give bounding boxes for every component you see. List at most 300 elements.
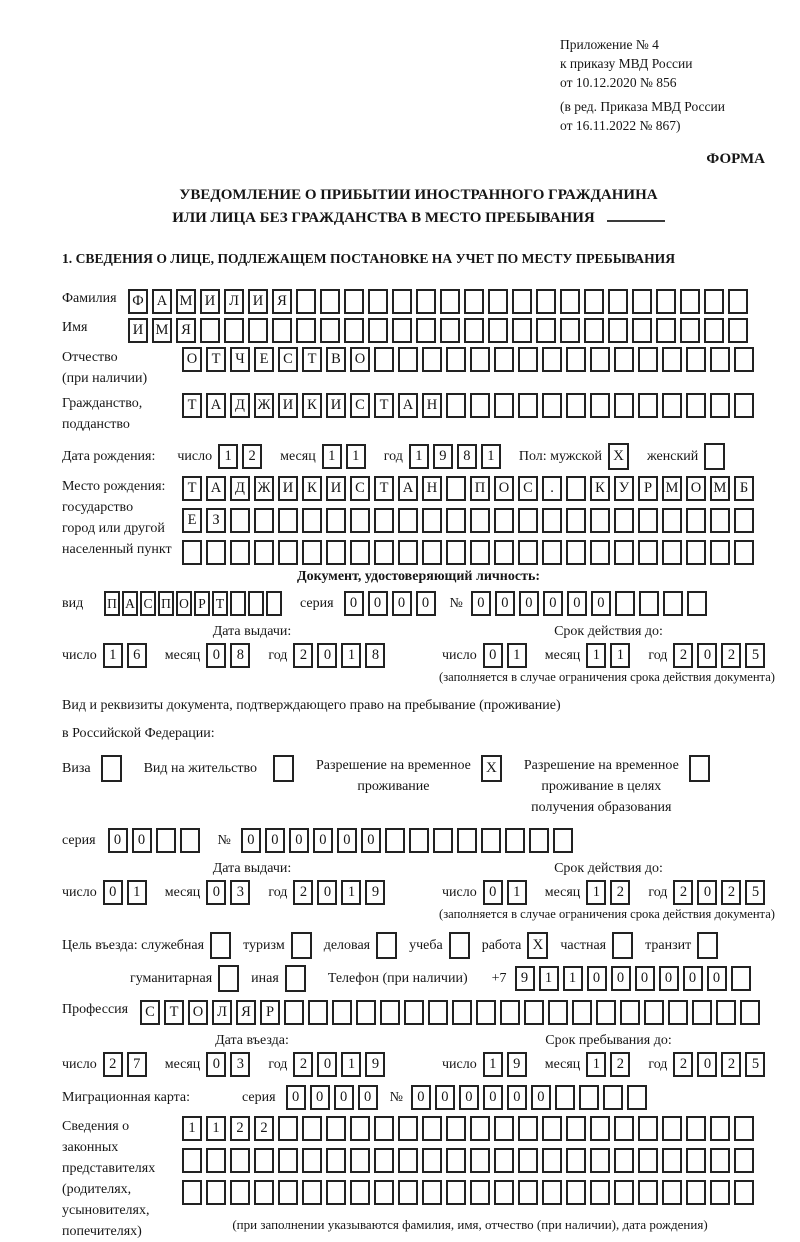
char-box[interactable] xyxy=(710,540,730,565)
residence-permit-checkbox[interactable] xyxy=(273,755,294,782)
char-box[interactable]: 2 xyxy=(721,1052,741,1077)
char-box[interactable] xyxy=(278,540,298,565)
char-box[interactable] xyxy=(632,289,652,314)
char-box[interactable] xyxy=(464,318,484,343)
char-box[interactable]: 7 xyxy=(127,1052,147,1077)
char-box[interactable]: 0 xyxy=(635,966,655,991)
char-box[interactable] xyxy=(446,393,466,418)
char-box[interactable]: 0 xyxy=(507,1085,527,1110)
char-box[interactable] xyxy=(284,1000,304,1025)
char-box[interactable] xyxy=(440,318,460,343)
char-box[interactable] xyxy=(614,540,634,565)
char-box[interactable] xyxy=(734,508,754,533)
char-box[interactable] xyxy=(680,289,700,314)
char-box[interactable] xyxy=(529,828,549,853)
char-box[interactable]: 0 xyxy=(483,1085,503,1110)
char-box[interactable] xyxy=(494,347,514,372)
char-box[interactable] xyxy=(638,347,658,372)
char-box[interactable]: 2 xyxy=(673,1052,693,1077)
char-box[interactable]: 3 xyxy=(230,1052,250,1077)
char-box[interactable] xyxy=(422,1116,442,1141)
char-box[interactable]: Е xyxy=(254,347,274,372)
purpose-humanitarian-checkbox[interactable] xyxy=(218,965,239,992)
char-box[interactable] xyxy=(278,1148,298,1173)
char-box[interactable]: 2 xyxy=(254,1116,274,1141)
char-box[interactable]: С xyxy=(140,1000,160,1025)
char-box[interactable] xyxy=(686,1116,706,1141)
char-box[interactable]: Е xyxy=(182,508,202,533)
char-box[interactable] xyxy=(572,1000,592,1025)
char-box[interactable] xyxy=(206,540,226,565)
char-box[interactable] xyxy=(446,1148,466,1173)
char-box[interactable] xyxy=(350,1116,370,1141)
char-box[interactable]: 0 xyxy=(611,966,631,991)
char-box[interactable] xyxy=(470,1180,490,1205)
char-box[interactable] xyxy=(686,508,706,533)
char-box[interactable]: 0 xyxy=(459,1085,479,1110)
purpose-business-checkbox[interactable] xyxy=(376,932,397,959)
sex-female-checkbox[interactable] xyxy=(704,443,725,470)
char-box[interactable]: 0 xyxy=(483,643,503,668)
char-box[interactable]: 1 xyxy=(586,1052,606,1077)
char-box[interactable]: 0 xyxy=(206,880,226,905)
char-box[interactable]: Т xyxy=(302,347,322,372)
char-box[interactable] xyxy=(566,1148,586,1173)
char-box[interactable]: Б xyxy=(734,476,754,501)
char-box[interactable] xyxy=(182,540,202,565)
char-box[interactable]: 2 xyxy=(721,880,741,905)
char-box[interactable] xyxy=(302,540,322,565)
char-box[interactable]: . xyxy=(542,476,562,501)
char-box[interactable] xyxy=(608,289,628,314)
char-box[interactable] xyxy=(662,347,682,372)
char-box[interactable] xyxy=(494,1116,514,1141)
char-box[interactable] xyxy=(734,540,754,565)
char-box[interactable] xyxy=(320,289,340,314)
char-box[interactable] xyxy=(542,1116,562,1141)
char-box[interactable] xyxy=(302,1180,322,1205)
char-box[interactable]: 0 xyxy=(707,966,727,991)
char-box[interactable] xyxy=(206,1148,226,1173)
char-box[interactable] xyxy=(182,1180,202,1205)
char-box[interactable]: 1 xyxy=(539,966,559,991)
char-box[interactable]: 0 xyxy=(103,880,123,905)
char-box[interactable]: Я xyxy=(176,318,196,343)
char-box[interactable] xyxy=(560,318,580,343)
char-box[interactable] xyxy=(638,393,658,418)
char-box[interactable] xyxy=(603,1085,623,1110)
char-box[interactable] xyxy=(356,1000,376,1025)
char-box[interactable] xyxy=(566,540,586,565)
char-box[interactable] xyxy=(662,1148,682,1173)
char-box[interactable] xyxy=(457,828,477,853)
char-box[interactable] xyxy=(332,1000,352,1025)
char-box[interactable]: 2 xyxy=(230,1116,250,1141)
char-box[interactable]: 2 xyxy=(242,444,262,469)
char-box[interactable]: З xyxy=(206,508,226,533)
char-box[interactable]: 1 xyxy=(341,1052,361,1077)
char-box[interactable] xyxy=(505,828,525,853)
char-box[interactable] xyxy=(615,591,635,616)
char-box[interactable] xyxy=(428,1000,448,1025)
char-box[interactable] xyxy=(296,318,316,343)
char-box[interactable] xyxy=(470,1148,490,1173)
char-box[interactable]: 0 xyxy=(587,966,607,991)
char-box[interactable] xyxy=(230,540,250,565)
char-box[interactable]: К xyxy=(302,393,322,418)
char-box[interactable]: Н xyxy=(422,476,442,501)
char-box[interactable]: 0 xyxy=(591,591,611,616)
char-box[interactable]: 0 xyxy=(495,591,515,616)
char-box[interactable] xyxy=(368,318,388,343)
char-box[interactable]: 0 xyxy=(471,591,491,616)
char-box[interactable]: 1 xyxy=(610,643,630,668)
char-box[interactable] xyxy=(230,591,246,616)
char-box[interactable] xyxy=(398,508,418,533)
char-box[interactable] xyxy=(662,540,682,565)
char-box[interactable]: М xyxy=(152,318,172,343)
purpose-other-checkbox[interactable] xyxy=(285,965,306,992)
char-box[interactable] xyxy=(230,508,250,533)
char-box[interactable]: Ч xyxy=(230,347,250,372)
char-box[interactable] xyxy=(398,347,418,372)
char-box[interactable] xyxy=(350,508,370,533)
char-box[interactable]: 0 xyxy=(337,828,357,853)
char-box[interactable] xyxy=(494,540,514,565)
char-box[interactable]: Ж xyxy=(254,476,274,501)
char-box[interactable]: 0 xyxy=(313,828,333,853)
char-box[interactable]: 0 xyxy=(286,1085,306,1110)
char-box[interactable]: Т xyxy=(182,476,202,501)
char-box[interactable] xyxy=(542,508,562,533)
char-box[interactable] xyxy=(734,1180,754,1205)
char-box[interactable]: 0 xyxy=(416,591,436,616)
char-box[interactable] xyxy=(686,347,706,372)
char-box[interactable]: 2 xyxy=(610,880,630,905)
char-box[interactable] xyxy=(518,1116,538,1141)
char-box[interactable]: 1 xyxy=(127,880,147,905)
char-box[interactable] xyxy=(374,540,394,565)
char-box[interactable] xyxy=(350,1180,370,1205)
char-box[interactable] xyxy=(254,1180,274,1205)
char-box[interactable] xyxy=(422,347,442,372)
char-box[interactable] xyxy=(620,1000,640,1025)
char-box[interactable]: 1 xyxy=(218,444,238,469)
char-box[interactable] xyxy=(512,318,532,343)
char-box[interactable]: 2 xyxy=(610,1052,630,1077)
char-box[interactable] xyxy=(590,508,610,533)
char-box[interactable] xyxy=(326,1180,346,1205)
char-box[interactable] xyxy=(278,508,298,533)
char-box[interactable]: М xyxy=(662,476,682,501)
char-box[interactable]: 9 xyxy=(365,1052,385,1077)
char-box[interactable] xyxy=(392,318,412,343)
char-box[interactable]: 0 xyxy=(289,828,309,853)
char-box[interactable]: 9 xyxy=(365,880,385,905)
char-box[interactable] xyxy=(638,1148,658,1173)
char-box[interactable]: О xyxy=(686,476,706,501)
char-box[interactable]: 1 xyxy=(322,444,342,469)
char-box[interactable]: 0 xyxy=(531,1085,551,1110)
char-box[interactable] xyxy=(686,1180,706,1205)
char-box[interactable] xyxy=(710,347,730,372)
char-box[interactable] xyxy=(692,1000,712,1025)
char-box[interactable] xyxy=(680,318,700,343)
char-box[interactable] xyxy=(566,393,586,418)
char-box[interactable] xyxy=(542,1148,562,1173)
char-box[interactable] xyxy=(248,318,268,343)
char-box[interactable] xyxy=(710,1116,730,1141)
char-box[interactable] xyxy=(627,1085,647,1110)
char-box[interactable] xyxy=(422,540,442,565)
char-box[interactable]: 0 xyxy=(241,828,261,853)
char-box[interactable]: М xyxy=(710,476,730,501)
char-box[interactable] xyxy=(230,1148,250,1173)
char-box[interactable]: 1 xyxy=(346,444,366,469)
char-box[interactable]: 0 xyxy=(334,1085,354,1110)
char-box[interactable] xyxy=(686,393,706,418)
char-box[interactable] xyxy=(584,318,604,343)
char-box[interactable] xyxy=(224,318,244,343)
char-box[interactable] xyxy=(440,289,460,314)
char-box[interactable] xyxy=(566,347,586,372)
char-box[interactable]: О xyxy=(494,476,514,501)
char-box[interactable]: 5 xyxy=(745,1052,765,1077)
char-box[interactable]: 9 xyxy=(433,444,453,469)
char-box[interactable]: Л xyxy=(224,289,244,314)
char-box[interactable] xyxy=(614,1180,634,1205)
char-box[interactable] xyxy=(350,540,370,565)
char-box[interactable]: С xyxy=(350,476,370,501)
char-box[interactable] xyxy=(542,393,562,418)
char-box[interactable]: Ж xyxy=(254,393,274,418)
char-box[interactable] xyxy=(590,540,610,565)
char-box[interactable] xyxy=(266,591,282,616)
char-box[interactable] xyxy=(422,1148,442,1173)
char-box[interactable] xyxy=(518,540,538,565)
char-box[interactable]: 1 xyxy=(507,880,527,905)
char-box[interactable] xyxy=(500,1000,520,1025)
char-box[interactable]: К xyxy=(590,476,610,501)
char-box[interactable] xyxy=(518,1180,538,1205)
char-box[interactable] xyxy=(536,318,556,343)
char-box[interactable]: 0 xyxy=(483,880,503,905)
char-box[interactable]: 1 xyxy=(483,1052,503,1077)
char-box[interactable] xyxy=(548,1000,568,1025)
char-box[interactable] xyxy=(590,347,610,372)
char-box[interactable]: 6 xyxy=(127,643,147,668)
char-box[interactable] xyxy=(398,1148,418,1173)
char-box[interactable] xyxy=(206,1180,226,1205)
char-box[interactable] xyxy=(734,1148,754,1173)
char-box[interactable] xyxy=(662,508,682,533)
char-box[interactable] xyxy=(302,1116,322,1141)
char-box[interactable] xyxy=(566,1116,586,1141)
char-box[interactable] xyxy=(710,393,730,418)
char-box[interactable]: И xyxy=(326,393,346,418)
char-box[interactable] xyxy=(254,540,274,565)
char-box[interactable] xyxy=(638,540,658,565)
char-box[interactable]: П xyxy=(104,591,120,616)
visa-checkbox[interactable] xyxy=(101,755,122,782)
char-box[interactable] xyxy=(553,828,573,853)
purpose-study-checkbox[interactable] xyxy=(449,932,470,959)
char-box[interactable] xyxy=(308,1000,328,1025)
char-box[interactable]: 5 xyxy=(745,643,765,668)
char-box[interactable]: 0 xyxy=(206,643,226,668)
char-box[interactable]: И xyxy=(278,393,298,418)
char-box[interactable] xyxy=(488,318,508,343)
char-box[interactable] xyxy=(656,289,676,314)
char-box[interactable]: В xyxy=(326,347,346,372)
char-box[interactable] xyxy=(320,318,340,343)
char-box[interactable]: 1 xyxy=(103,643,123,668)
char-box[interactable]: 0 xyxy=(108,828,128,853)
char-box[interactable]: 2 xyxy=(293,1052,313,1077)
char-box[interactable] xyxy=(566,508,586,533)
char-box[interactable]: К xyxy=(302,476,322,501)
char-box[interactable] xyxy=(668,1000,688,1025)
char-box[interactable] xyxy=(566,1180,586,1205)
char-box[interactable] xyxy=(398,540,418,565)
temp-residence-checkbox[interactable]: X xyxy=(481,755,502,782)
char-box[interactable]: О xyxy=(188,1000,208,1025)
char-box[interactable]: 0 xyxy=(697,1052,717,1077)
char-box[interactable] xyxy=(488,289,508,314)
char-box[interactable]: 0 xyxy=(519,591,539,616)
char-box[interactable] xyxy=(638,508,658,533)
char-box[interactable]: Я xyxy=(236,1000,256,1025)
char-box[interactable]: 0 xyxy=(697,880,717,905)
char-box[interactable]: Д xyxy=(230,476,250,501)
char-box[interactable] xyxy=(687,591,707,616)
char-box[interactable]: А xyxy=(206,393,226,418)
char-box[interactable]: 0 xyxy=(317,643,337,668)
char-box[interactable] xyxy=(416,318,436,343)
char-box[interactable] xyxy=(590,1116,610,1141)
char-box[interactable] xyxy=(452,1000,472,1025)
char-box[interactable] xyxy=(656,318,676,343)
char-box[interactable]: 1 xyxy=(481,444,501,469)
char-box[interactable]: 1 xyxy=(507,643,527,668)
purpose-tourism-checkbox[interactable] xyxy=(291,932,312,959)
char-box[interactable]: 0 xyxy=(683,966,703,991)
char-box[interactable]: 0 xyxy=(310,1085,330,1110)
char-box[interactable]: 9 xyxy=(515,966,535,991)
char-box[interactable]: 3 xyxy=(230,880,250,905)
char-box[interactable] xyxy=(374,347,394,372)
char-box[interactable] xyxy=(392,289,412,314)
char-box[interactable] xyxy=(728,289,748,314)
char-box[interactable] xyxy=(302,508,322,533)
char-box[interactable]: Т xyxy=(182,393,202,418)
char-box[interactable] xyxy=(590,1148,610,1173)
char-box[interactable]: 8 xyxy=(365,643,385,668)
char-box[interactable] xyxy=(614,393,634,418)
char-box[interactable]: 2 xyxy=(673,880,693,905)
char-box[interactable] xyxy=(542,347,562,372)
char-box[interactable]: 2 xyxy=(721,643,741,668)
char-box[interactable]: 1 xyxy=(586,880,606,905)
char-box[interactable]: 1 xyxy=(586,643,606,668)
char-box[interactable]: И xyxy=(278,476,298,501)
char-box[interactable] xyxy=(518,508,538,533)
char-box[interactable]: 1 xyxy=(563,966,583,991)
char-box[interactable] xyxy=(596,1000,616,1025)
char-box[interactable] xyxy=(404,1000,424,1025)
char-box[interactable]: С xyxy=(350,393,370,418)
char-box[interactable] xyxy=(512,289,532,314)
char-box[interactable] xyxy=(278,1116,298,1141)
char-box[interactable] xyxy=(380,1000,400,1025)
char-box[interactable] xyxy=(350,1148,370,1173)
char-box[interactable]: 0 xyxy=(206,1052,226,1077)
char-box[interactable] xyxy=(446,347,466,372)
char-box[interactable]: 0 xyxy=(435,1085,455,1110)
char-box[interactable] xyxy=(734,347,754,372)
char-box[interactable]: 0 xyxy=(317,880,337,905)
char-box[interactable] xyxy=(248,591,264,616)
char-box[interactable] xyxy=(579,1085,599,1110)
char-box[interactable] xyxy=(494,508,514,533)
char-box[interactable]: 0 xyxy=(317,1052,337,1077)
char-box[interactable] xyxy=(614,1116,634,1141)
char-box[interactable]: 1 xyxy=(341,643,361,668)
char-box[interactable]: О xyxy=(350,347,370,372)
char-box[interactable] xyxy=(446,540,466,565)
char-box[interactable] xyxy=(614,347,634,372)
char-box[interactable] xyxy=(481,828,501,853)
char-box[interactable]: 0 xyxy=(567,591,587,616)
char-box[interactable] xyxy=(254,508,274,533)
char-box[interactable] xyxy=(555,1085,575,1110)
char-box[interactable] xyxy=(470,508,490,533)
char-box[interactable] xyxy=(614,508,634,533)
char-box[interactable]: Р xyxy=(194,591,210,616)
char-box[interactable]: А xyxy=(398,476,418,501)
char-box[interactable] xyxy=(662,1180,682,1205)
char-box[interactable]: С xyxy=(518,476,538,501)
char-box[interactable]: С xyxy=(278,347,298,372)
char-box[interactable]: 0 xyxy=(358,1085,378,1110)
char-box[interactable] xyxy=(662,1116,682,1141)
char-box[interactable] xyxy=(272,318,292,343)
char-box[interactable] xyxy=(662,393,682,418)
char-box[interactable] xyxy=(470,1116,490,1141)
char-box[interactable] xyxy=(296,289,316,314)
char-box[interactable] xyxy=(686,540,706,565)
char-box[interactable] xyxy=(278,1180,298,1205)
char-box[interactable]: Д xyxy=(230,393,250,418)
char-box[interactable] xyxy=(446,508,466,533)
char-box[interactable]: О xyxy=(182,347,202,372)
char-box[interactable]: И xyxy=(326,476,346,501)
char-box[interactable] xyxy=(230,1180,250,1205)
char-box[interactable] xyxy=(710,1148,730,1173)
char-box[interactable]: Я xyxy=(272,289,292,314)
char-box[interactable] xyxy=(326,1116,346,1141)
char-box[interactable] xyxy=(409,828,429,853)
char-box[interactable]: 0 xyxy=(392,591,412,616)
char-box[interactable]: 0 xyxy=(697,643,717,668)
char-box[interactable] xyxy=(494,393,514,418)
char-box[interactable]: 1 xyxy=(182,1116,202,1141)
char-box[interactable] xyxy=(470,540,490,565)
char-box[interactable]: 9 xyxy=(507,1052,527,1077)
char-box[interactable]: Т xyxy=(374,476,394,501)
char-box[interactable]: 0 xyxy=(368,591,388,616)
char-box[interactable] xyxy=(734,393,754,418)
